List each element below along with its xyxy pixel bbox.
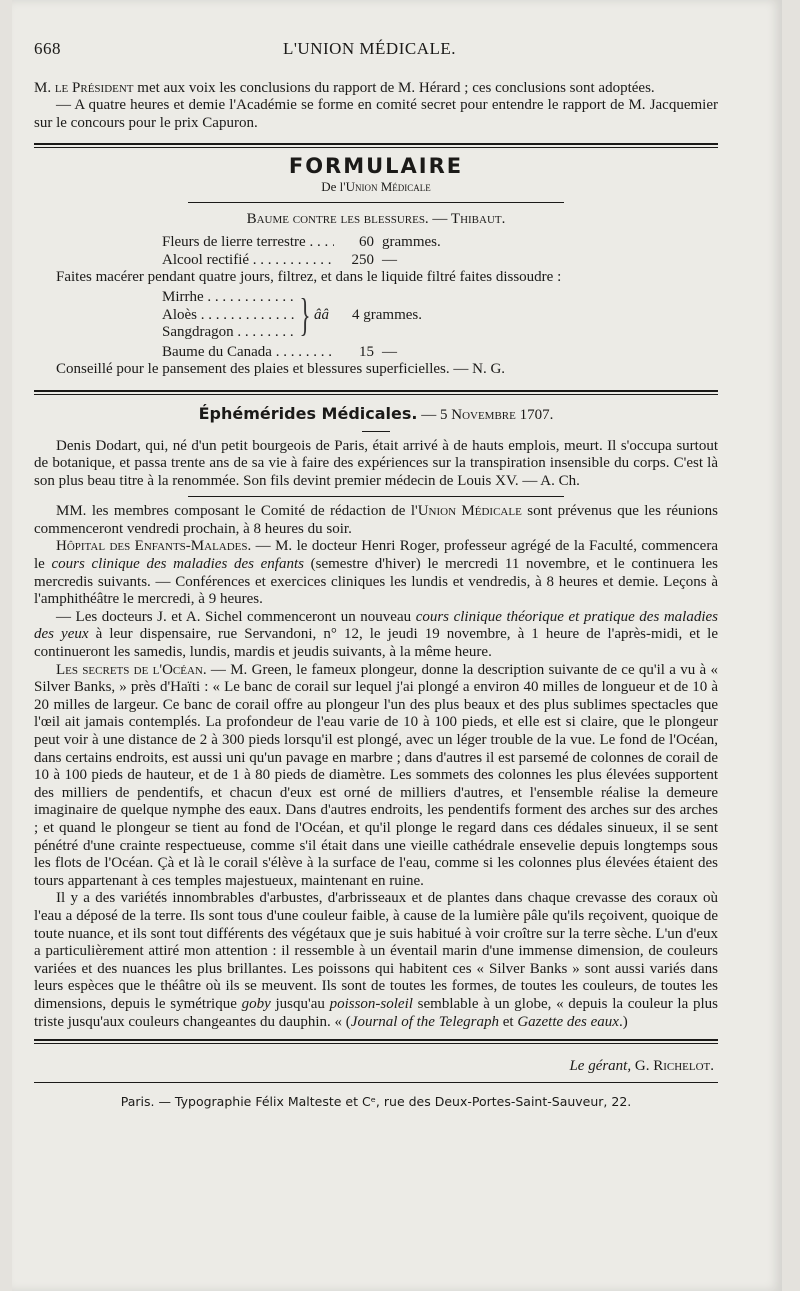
varietes-paragraph [34,890,718,1031]
varietes-text-b: jusqu'au [270,995,330,1012]
section-divider [34,390,718,395]
comite-text-a: MM. les membres composant le Comité de rédaction de l' [56,503,418,520]
ingredient-name: Mirrhe . . . [34,289,296,307]
recipe-title: Baume contre les blessures. — Thibaut. [246,210,506,227]
printer-imprint: Paris. — Typographie Félix Malteste et Cᵉ, rue des Deux-Portes-Saint-Sauveur, 22. [120,1093,632,1109]
ingredient-group-names [34,289,296,342]
ingredient-row [34,252,718,270]
varietes-text-c: semblable à un globe, « depuis la couleur la plus triste jusqu'aux couleurs changeantes du dauphin. « ( [34,995,718,1030]
gazette-source: Gazette des eaux [517,1013,619,1030]
formulaire-subtitle [34,178,718,196]
formulaire-rule [188,202,564,203]
journal-title: L'UNION MÉDICALE. [282,39,457,58]
ingredient-row [34,307,296,325]
ingredient-name: Baume du Canada . . . [34,344,334,362]
recipe-conclusion: Conseillé pour le pansement des plaies et blessures superficielles. — N. G. [56,361,506,378]
section-divider [34,143,718,148]
page-content [34,40,718,1110]
page-header [34,40,718,58]
page-sheet [12,0,782,1291]
ingredient-row [34,289,296,307]
comite-journal: Union Médicale [417,503,522,520]
gerant-signature [34,1058,718,1076]
ingredient-unit: grammes. [382,234,441,251]
formulaire-title: FORMULAIRE [288,154,464,179]
ephemerides-title-bold: Éphémérides Médicales. [198,403,418,423]
ingredient-qty: 60 [359,234,374,251]
sichel-text-b: à leur dispensaire, rue Servandoni, n° 12, le jeudi 19 novembre, à 1 heure de l'après-midi, et le continueront les samedis, lundis, mardis et jeudis suivants, à la même heure. [34,626,719,661]
ephemerides-date: — 5 Novembre 1707. [417,406,554,423]
ingredient-qty: 250 [351,251,374,268]
ephemerides-title [34,405,718,425]
ingredient-name: Alcool rectifié . . . [34,252,334,270]
group-qty: 4 grammes. [352,306,422,323]
hopital-notice [34,538,718,608]
sichel-course: cours clinique théorique et pratique des maladies des yeux [34,608,719,643]
formulaire-subtitle-journal: Union Médicale [345,178,431,194]
gerant-label: Le gérant, [569,1058,632,1075]
opening-paragraph-2: — A quatre heures et demie l'Académie se forme en comité secret pour entendre le rapport de M. Jacquemier sur le concours pour le prix Capuron. [34,97,718,131]
hopital-text-b: (semestre d'hiver) le mercredi 11 novembre, et le continuera les mercredis suivants. — Conférences et exercices cliniques les lundis et vendredis, à 8 heures et demie. Leçons à l'amphithéâtre le mercredi, à 9 heures. [34,556,719,608]
ephemerides-rule [362,431,389,432]
ingredient-row [34,344,718,362]
ingredient-name: Fleurs de lierre terrestre . . . [34,234,334,252]
sichel-notice [34,609,718,662]
ingredient-row [34,324,296,342]
ingredient-name: Sangdragon . . . [34,324,296,342]
group-note: ââ [314,306,329,323]
ingredient-unit: — [382,343,397,360]
hopital-lead: Hôpital des Enfants-Malades. [56,538,252,555]
section-rule [188,496,564,497]
ingredient-name: Aloès . . . [34,307,296,325]
goby-term: goby [241,995,271,1012]
recipe-instruction: Faites macérer pendant quatre jours, filtrez, et dans le liquide filtré faites dissoudre : [56,269,562,286]
ingredient-unit: — [382,251,397,268]
comite-notice [34,503,718,538]
brace-icon: } [299,289,311,341]
sichel-text-a: — Les docteurs J. et A. Sichel commenceront un nouveau [56,608,416,625]
ephemerides-text: Denis Dodart, qui, né d'un petit bourgeois de Paris, était arrivé à de hauts emplois, meurt. Il s'occupa surtout de botanique, et passa trente ans de sa vie à faire des expériences sur la transpiration insensible du corps. C'est là son plus beau titre à la renommée. Son fils devint premier médecin de Louis XV. — A. Ch. [34,437,718,489]
opening-paragraph-1 [34,80,718,98]
secrets-text: — M. Green, le fameux plongeur, donne la description suivante de ce qu'il a vu à « Silver Banks, » près d'Haïti : « Le banc de corail sur lequel j'ai plongé a environ 40 milles de longueur et de 10 à 20 milles de largeur. Ce banc de corail offre au plongeur l'un des plus beaux et des plus sublimes spectacles que l'œil ait jamais contemplés. La profondeur de l'eau varie de 10 à 100 pieds, et elle est si claire, que le plongeur peut voir à une distance de 2 à 300 pieds lorsqu'il est plongé, avec un léger trouble de la vue. Le fond de l'Océan, dans certains endroits, est aussi uni qu'un pavage en marbre ; dans d'autres il est parsemé de colonnes de corail de 10 à 100 pieds de hauteur, et de 1 à 80 pieds de diamètre. Les sommets des colonnes les plus élevées supportent des milliers de pendentifs, et chacun d'eux est orné de milliers d'autres, et l'ensemble réalise la demeure imaginaire de quelque nymphe des eaux. Dans d'autres endroits, les pendentifs forment des arches sur des arches ; et quand le plongeur se tient au fond de l'Océan, et qu'il plonge le regard dans ces dédales sinueux, il se sent pénétré d'une crainte respectueuse, comme s'il était dans une vieille cathédrale ensevelie depuis longtemps sous les flots de l'Océan. Çà et là le corail s'élève à la surface de l'eau, comme si les colonnes plus élevées étaient des tours appartenant à ces temples majestueux, maintenant en ruine. [34,661,719,889]
opening-text-1: met aux voix les conclusions du rapport de M. Hérard ; ces conclusions sont adoptées. [133,79,655,96]
varietes-text-e: .) [618,1013,628,1030]
page-number: 668 [34,39,61,58]
ingredient-qty: 15 [359,343,374,360]
footer-divider [34,1039,718,1044]
president-label: M. le Président [34,79,134,96]
imprint-rule [34,1082,718,1083]
varietes-text-d: et [499,1013,518,1030]
journal-source: Journal of the Telegraph [350,1013,499,1030]
comite-text-c: sont prévenus que les réunions commenceront vendredi prochain, à 8 heures du soir. [34,503,718,537]
varietes-text-a: Il y a des variétés innombrables d'arbustes, d'arbrisseaux et de plantes dans chaque crevasse des coraux où l'eau a déposé de la terre. Ils sont tous d'une couleur faible, à cause de la lumière pâle qu'ils reçoivent, quoique de toute nuance, et ils sont tout différents des végétaux que je suis habitué à voir croître sur la terre sèche. L'un d'eux a particulièrement attiré mon attention : il ressemble à un éventail marin d'une immense dimension, de couleurs variées et des nuances les plus brillantes. Les poissons qui habitent ces « Silver Banks » sont aussi variés dans leurs espèces que le théâtre où ils se meuvent. Ils sont de toutes les formes, de toutes les couleurs, de toutes les dimensions, depuis le symétrique [34,890,718,1012]
poisson-soleil-term: poisson-soleil [329,995,413,1012]
secrets-lead: Les secrets de l'Océan. [56,661,207,678]
formulaire-subtitle-prefix: De l' [321,178,346,194]
ingredient-row [34,234,718,252]
secrets-paragraph [34,662,718,891]
gerant-name: G. Richelot. [631,1058,714,1075]
hopital-course: cours clinique des maladies des enfants [51,556,304,573]
hopital-text-a: — M. le docteur Henri Roger, professeur agrégé de la Faculté, commencera le [34,538,718,573]
ingredient-group [34,289,718,342]
